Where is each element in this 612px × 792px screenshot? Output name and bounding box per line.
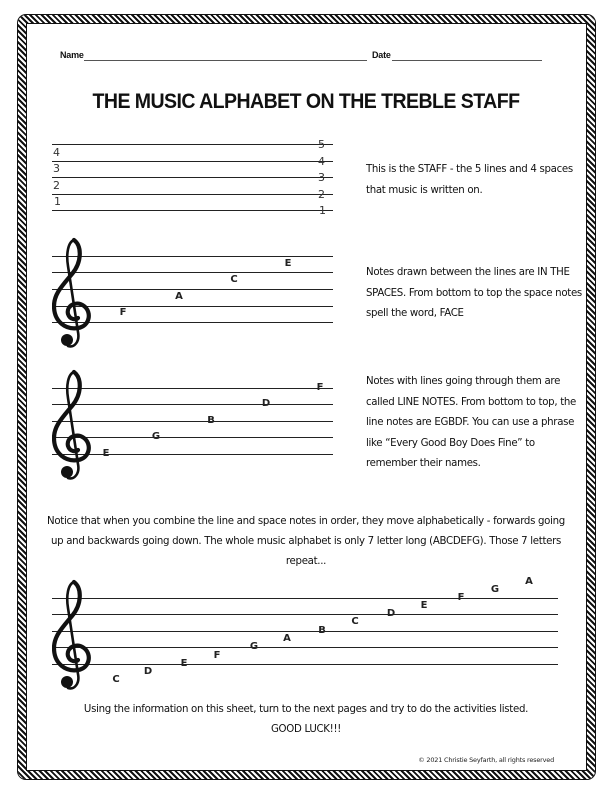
staff-line (52, 437, 333, 438)
space-number: 4 (53, 146, 60, 159)
note-label: F (316, 382, 324, 393)
note-label: G (490, 584, 500, 595)
staff-line (52, 144, 333, 145)
copyright-notice: © 2021 Christie Seyfarth, all rights reserved (418, 756, 554, 764)
good-luck-text: GOOD LUCK!!! (270, 724, 342, 735)
line-number: 2 (318, 188, 325, 201)
line-number: 5 (318, 138, 325, 151)
note-label: G (249, 641, 259, 652)
staff-line (52, 161, 333, 162)
treble-clef-icon (52, 368, 94, 482)
alphabet-explanation: Notice that when you combine the line and space notes in order, they move alphabetically - forwards going up and backwards going down. The whole music alphabet is only 7 letter long (ABCDEFG). Those 7 letters repeat... (47, 516, 565, 567)
treble-clef-icon (52, 578, 94, 692)
name-field-line[interactable] (84, 60, 367, 61)
line-notes-description: Notes with lines going through them are called LINE NOTES. From bottom to top, the line notes are EGBDF. You can use a phrase like “Every Good Boy Does Fine” to remember their names. (366, 376, 577, 469)
staff-line (52, 194, 333, 195)
space-notes-description: Notes drawn between the lines are IN THE SPACES. From bottom to top the space notes spell the word, FACE (366, 267, 582, 319)
staff-description: This is the STAFF - the 5 lines and 4 spaces that music is written on. (366, 164, 573, 196)
note-label: A (175, 291, 183, 302)
note-label: E (284, 258, 292, 269)
staff-line (52, 631, 558, 632)
note-label: E (180, 658, 188, 669)
date-field-line[interactable] (392, 60, 542, 61)
note-label: F (119, 307, 127, 318)
note-label: B (207, 415, 215, 426)
treble-clef-icon (52, 236, 94, 350)
line-number: 4 (318, 155, 325, 168)
note-label: C (112, 674, 120, 685)
name-label: Name (60, 50, 84, 60)
note-label: E (102, 448, 110, 459)
staff-line (52, 322, 333, 323)
page-title: THE MUSIC ALPHABET ON THE TREBLE STAFF (92, 90, 520, 113)
note-label: C (351, 616, 359, 627)
note-label: A (283, 633, 291, 644)
line-number: 1 (319, 204, 326, 217)
note-label: F (213, 650, 221, 661)
note-label: D (386, 608, 396, 619)
staff-line (52, 614, 558, 615)
staff-line (52, 289, 333, 290)
note-label: B (318, 625, 326, 636)
staff-line (52, 404, 333, 405)
note-label: D (261, 398, 271, 409)
staff-line (52, 306, 333, 307)
staff-line (52, 272, 333, 273)
staff-line (52, 421, 333, 422)
staff-line (52, 598, 558, 599)
date-label: Date (372, 50, 391, 60)
staff-line (52, 388, 333, 389)
note-label: C (230, 274, 238, 285)
staff-line (52, 256, 333, 257)
staff-line (52, 647, 558, 648)
space-number: 2 (53, 179, 60, 192)
line-number: 3 (318, 171, 325, 184)
space-number: 3 (53, 162, 60, 175)
staff-line (52, 454, 333, 455)
space-number: 1 (54, 195, 61, 208)
note-label: D (143, 666, 153, 677)
note-label: E (420, 600, 428, 611)
staff-line (52, 177, 333, 178)
note-label: F (457, 592, 465, 603)
staff-line (52, 210, 333, 211)
staff-line (52, 664, 558, 665)
closing-instructions: Using the information on this sheet, turn to the next pages and try to do the activities listed. (83, 704, 529, 715)
note-label: A (525, 576, 533, 587)
note-label: G (151, 431, 161, 442)
